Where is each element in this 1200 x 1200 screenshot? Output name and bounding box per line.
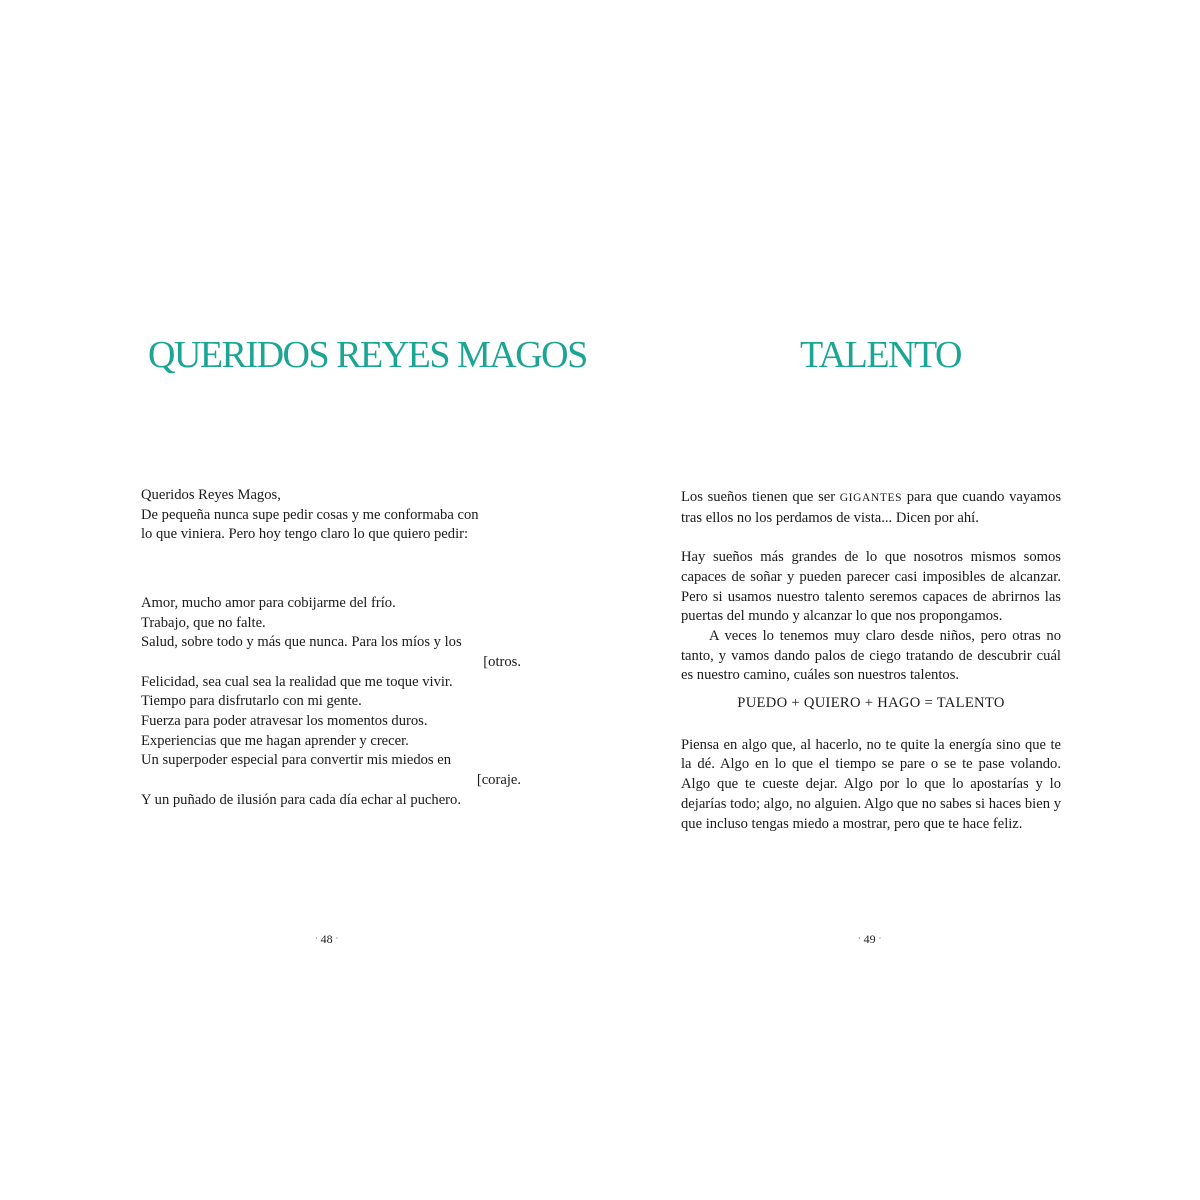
letter-body (141, 486, 521, 811)
page-number-value: 48 (320, 932, 333, 946)
letter-intro-line: De pequeña nunca supe pedir cosas y me conformaba con (141, 506, 479, 523)
emphasis-smallcaps: GIGANTES (839, 492, 903, 504)
page-number: · 48 · (315, 932, 339, 946)
paragraph-text: para que cuando vayamos tras ellos no los perdamos de vista... Dicen por ahí. (681, 489, 1062, 526)
page-title: TALENTO (800, 334, 961, 376)
page-number: · 49 · (858, 932, 882, 946)
wish-line: Un superpoder especial para convertir mis miedos en (141, 752, 452, 769)
wish-line-continuation: [otros. (483, 653, 521, 670)
wish-line: Experiencias que me hagan aprender y crecer. (141, 732, 409, 749)
essay-body (681, 488, 1061, 834)
paragraph: A veces lo tenemos muy claro desde niños, pero otras no tanto, y vamos dando palos de ciego tratando de descubrir cuál es nuestro camino, cuáles son nuestros talentos. (681, 627, 1061, 684)
paragraph-text: Los sueños tienen que ser (681, 489, 840, 505)
wish-line: Amor, mucho amor para cobijarme del frío. (141, 594, 396, 611)
paragraph: Hay sueños más grandes de lo que nosotros mismos somos capaces de soñar y pueden parecer casi imposibles de alcanzar. Pero si usamos nuestro talento seremos capaces de abrirnos las puertas del mundo y alcanzar lo que nos propongamos. (681, 549, 1061, 625)
page-number-value: 49 (863, 932, 876, 946)
wish-line: Tiempo para disfrutarlo con mi gente. (141, 693, 362, 710)
wish-line-continuation: [coraje. (476, 772, 521, 789)
wish-line: Felicidad, sea cual sea la realidad que me toque vivir. (141, 673, 453, 690)
right-page (600, 0, 1200, 1200)
paragraph (681, 488, 1061, 528)
wish-line: Salud, sobre todo y más que nunca. Para los míos y los (141, 634, 462, 651)
page-title: QUERIDOS REYES MAGOS (148, 334, 587, 376)
paragraph: Piensa en algo que, al hacerlo, no te quite la energía sino que te la dé. Algo en lo que el tiempo se pare o se te pase volando. Algo que te cueste dejar. Algo por lo que lo apostarías y lo dejarías todo; algo, no alguien. Algo que no sabes si haces bien y que incluso tengas miedo a mostrar, pero que te hace feliz. (681, 736, 1061, 832)
talent-formula: PUEDO + QUIERO + HAGO = TALENTO (737, 695, 1005, 712)
wish-line: Trabajo, que no falte. (141, 614, 266, 631)
wish-line: Y un puñado de ilusión para cada día echar al puchero. (141, 791, 461, 808)
letter-greeting: Queridos Reyes Magos, (141, 487, 281, 503)
wish-line: Fuerza para poder atravesar los momentos duros. (141, 713, 428, 730)
letter-intro-line: lo que viniera. Pero hoy tengo claro lo que quiero pedir: (141, 526, 469, 543)
